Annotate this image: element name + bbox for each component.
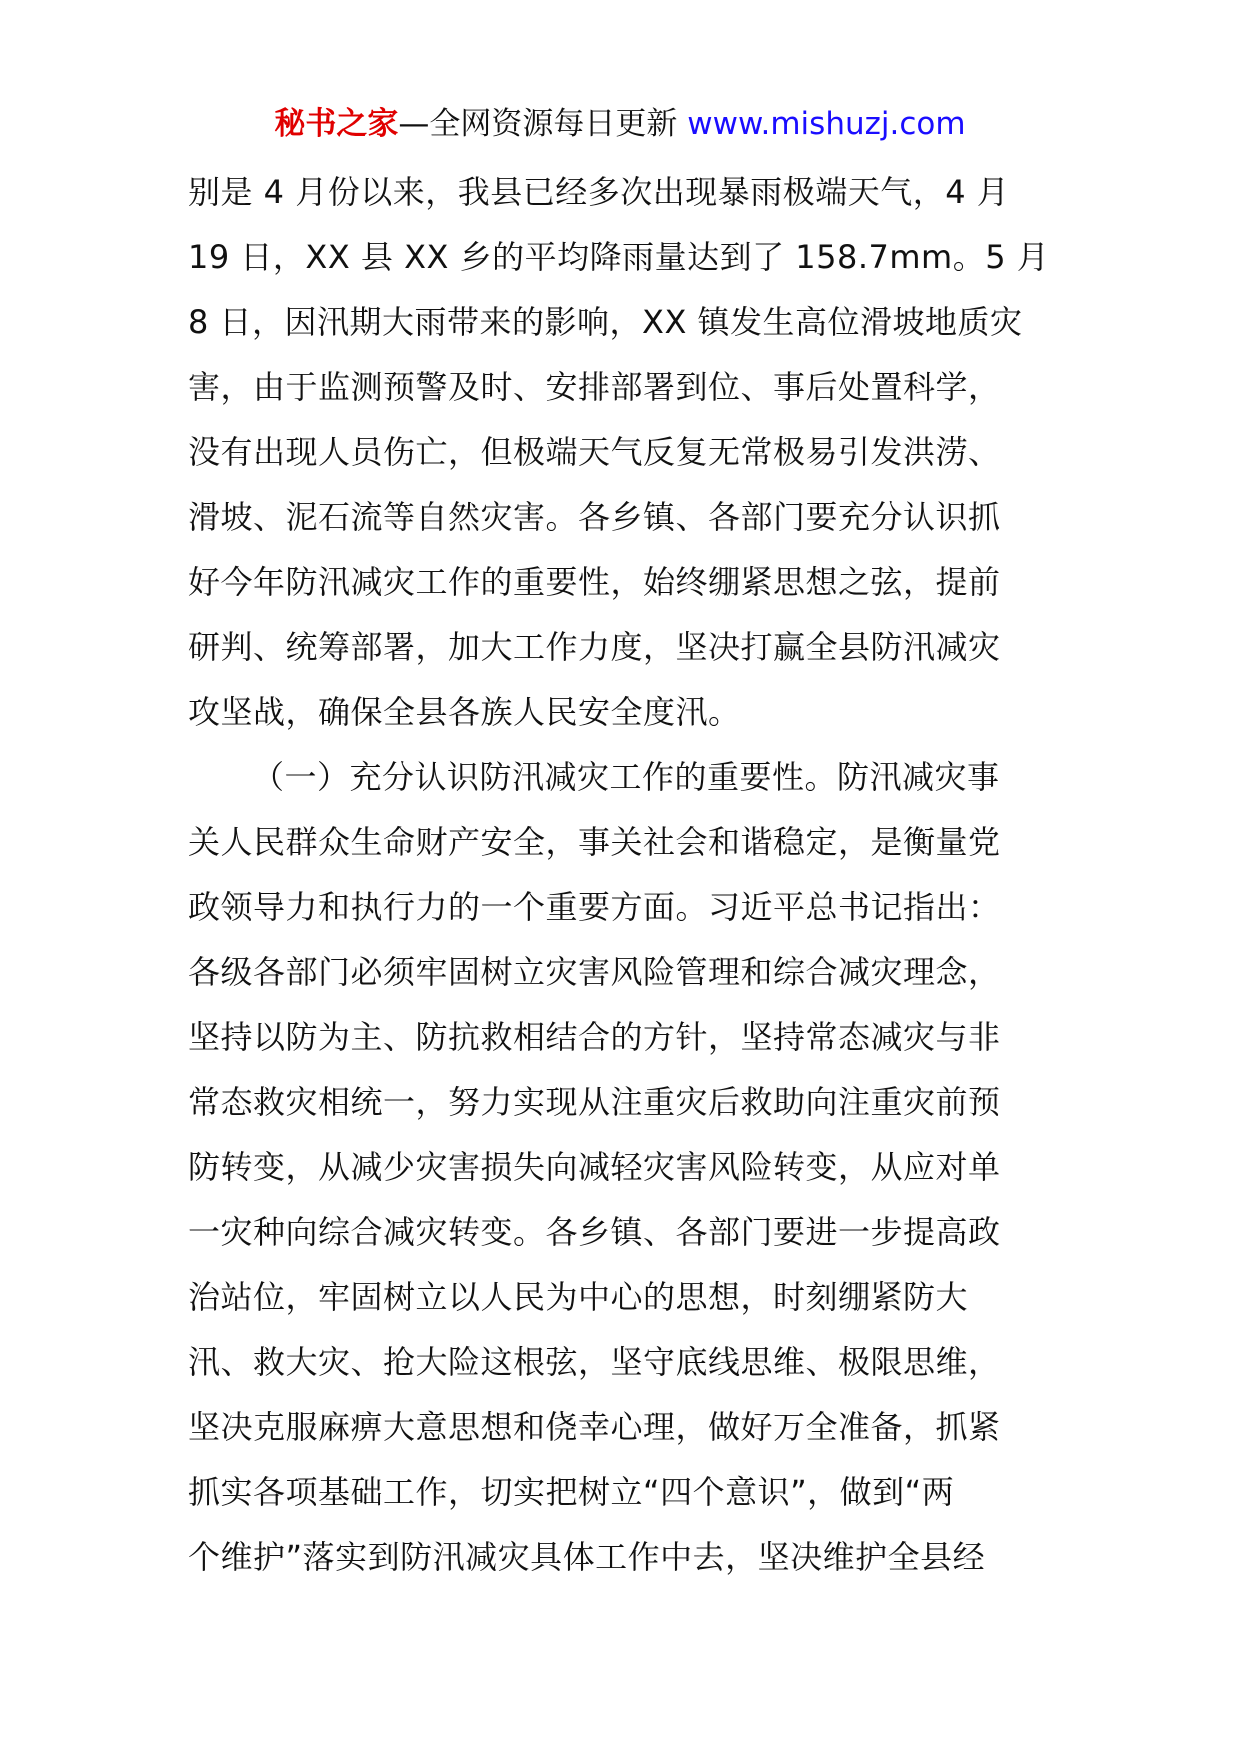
text-line: 攻坚战，确保全县各族人民安全度汛。 (188, 693, 741, 731)
text-line: 汛、救大灾、抢大险这根弦，坚守底线思维、极限思维， (188, 1343, 1001, 1381)
text-line: 个维护”落实到防汛减灾具体工作中去，坚决维护全县经 (188, 1538, 986, 1576)
text-line: 政领导力和执行力的一个重要方面。习近平总书记指出： (188, 888, 1001, 926)
text-line: 别是 4 月份以来，我县已经多次出现暴雨极端天气，4 月 (188, 173, 1010, 211)
text-line: 抓实各项基础工作，切实把树立“四个意识”，做到“两 (188, 1473, 955, 1511)
page-header (0, 100, 1240, 148)
text-line: 坚决克服麻痹大意思想和侥幸心理，做好万全准备，抓紧 (188, 1408, 1001, 1446)
site-url-link[interactable]: www.mishuzj.com (687, 106, 966, 142)
text-line: 防转变，从减少灾害损失向减轻灾害风险转变，从应对单 (188, 1148, 1001, 1186)
text-line: 研判、统筹部署，加大工作力度，坚决打赢全县防汛减灾 (188, 628, 1001, 666)
section-heading-line: （一）充分认识防汛减灾工作的重要性。防汛减灾事 (252, 758, 1000, 796)
document-body (188, 160, 1054, 1590)
text-line: 关人民群众生命财产安全，事关社会和谐稳定，是衡量党 (188, 823, 1001, 861)
header-tagline: —全网资源每日更新 (398, 106, 688, 142)
text-line: 害，由于监测预警及时、安排部署到位、事后处置科学， (188, 368, 1001, 406)
text-line: 各级各部门必须牢固树立灾害风险管理和综合减灾理念， (188, 953, 1001, 991)
text-line: 8 日，因汛期大雨带来的影响，XX 镇发生高位滑坡地质灾 (188, 303, 1023, 341)
text-line: 常态救灾相统一，努力实现从注重灾后救助向注重灾前预 (188, 1083, 1001, 1121)
text-line: 好今年防汛减灾工作的重要性，始终绷紧思想之弦，提前 (188, 563, 1001, 601)
text-line: 坚持以防为主、防抗救相结合的方针，坚持常态减灾与非 (188, 1018, 1001, 1056)
text-line: 19 日，XX 县 XX 乡的平均降雨量达到了 158.7mm。5 月 (188, 238, 1050, 276)
brand-name: 秘书之家 (274, 106, 399, 142)
text-line: 没有出现人员伤亡，但极端天气反复无常极易引发洪涝、 (188, 433, 1001, 471)
text-line: 一灾种向综合减灾转变。各乡镇、各部门要进一步提高政 (188, 1213, 1001, 1251)
text-line: 治站位，牢固树立以人民为中心的思想，时刻绷紧防大 (188, 1278, 969, 1316)
text-line: 滑坡、泥石流等自然灾害。各乡镇、各部门要充分认识抓 (188, 498, 1001, 536)
